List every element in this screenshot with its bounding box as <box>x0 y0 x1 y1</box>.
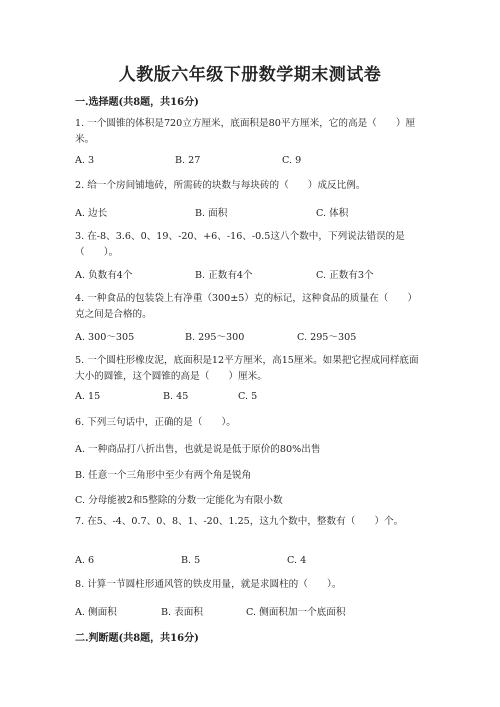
question-6: 6. 下列三句话中，正确的是（ ）。 <box>75 417 236 428</box>
question-5: 5. 一个圆柱形橡皮泥，底面积是12平方厘米，高15厘米。如果把它捏成同样底面大小的圆锥，这个圆锥的高是（ ）厘米。 <box>75 355 419 382</box>
option-c: C. 正数有3个 <box>316 270 374 281</box>
question-7: 7. 在5、-4、0.7、0、8、1、-20、1.25，这九个数中，整数有（ ）个。 <box>75 516 404 527</box>
option-a: A. 边长 <box>75 208 108 219</box>
option-c: C. 分母能被2和5整除的分数一定能化为有限小数 <box>75 495 283 506</box>
option-b: B. 5 <box>181 555 201 566</box>
question-3: 3. 在-8、3.6、0、19、-20、+6、-16、-0.5这八个数中，下列说法错误的是（ ）。 <box>75 231 405 258</box>
page-title: 人教版六年级下册数学期末测试卷 <box>118 65 382 85</box>
question-2: 2. 给一个房间铺地砖，所需砖的块数与每块砖的（ ）成反比例。 <box>75 180 366 191</box>
option-b: B. 295～300 <box>185 332 245 343</box>
option-a: A. 3 <box>75 155 95 166</box>
option-c: C. 5 <box>238 391 258 402</box>
option-a: A. 侧面积 <box>75 607 117 618</box>
option-a: A. 6 <box>75 555 95 566</box>
option-b: B. 任意一个三角形中至少有两个角是锐角 <box>75 470 252 481</box>
option-c: C. 295～305 <box>297 332 357 343</box>
option-b: B. 45 <box>163 391 189 402</box>
option-a: A. 300～305 <box>75 332 135 343</box>
question-1: 1. 一个圆锥的体积是720立方厘米，底面积是80平方厘米，它的高是（ ）厘米。 <box>75 118 416 145</box>
option-c: C. 体积 <box>316 208 349 219</box>
option-a: A. 15 <box>75 391 101 402</box>
option-c: C. 4 <box>287 555 307 566</box>
question-4: 4. 一种食品的包装袋上有净重（300±5）克的标记，这种食品的质量在（ ）克之间是合格的。 <box>75 293 418 320</box>
option-c: C. 9 <box>282 155 302 166</box>
option-b: B. 27 <box>175 155 201 166</box>
option-b: B. 面积 <box>195 208 228 219</box>
option-c: C. 侧面积加一个底面积 <box>246 607 346 618</box>
option-a: A. 一种商品打八折出售，也就是说是低于原价的80%出售 <box>75 444 321 455</box>
option-b: B. 正数有4个 <box>195 270 253 281</box>
section-heading-choice: 一.选择题(共8题，共16分) <box>75 97 199 108</box>
question-8: 8. 计算一节圆柱形通风管的铁皮用量，就是求圆柱的（ ）。 <box>75 579 342 590</box>
option-b: B. 表面积 <box>161 607 203 618</box>
section-heading-judgement: 二.判断题(共8题，共16分) <box>75 633 199 644</box>
option-a: A. 负数有4个 <box>75 270 133 281</box>
